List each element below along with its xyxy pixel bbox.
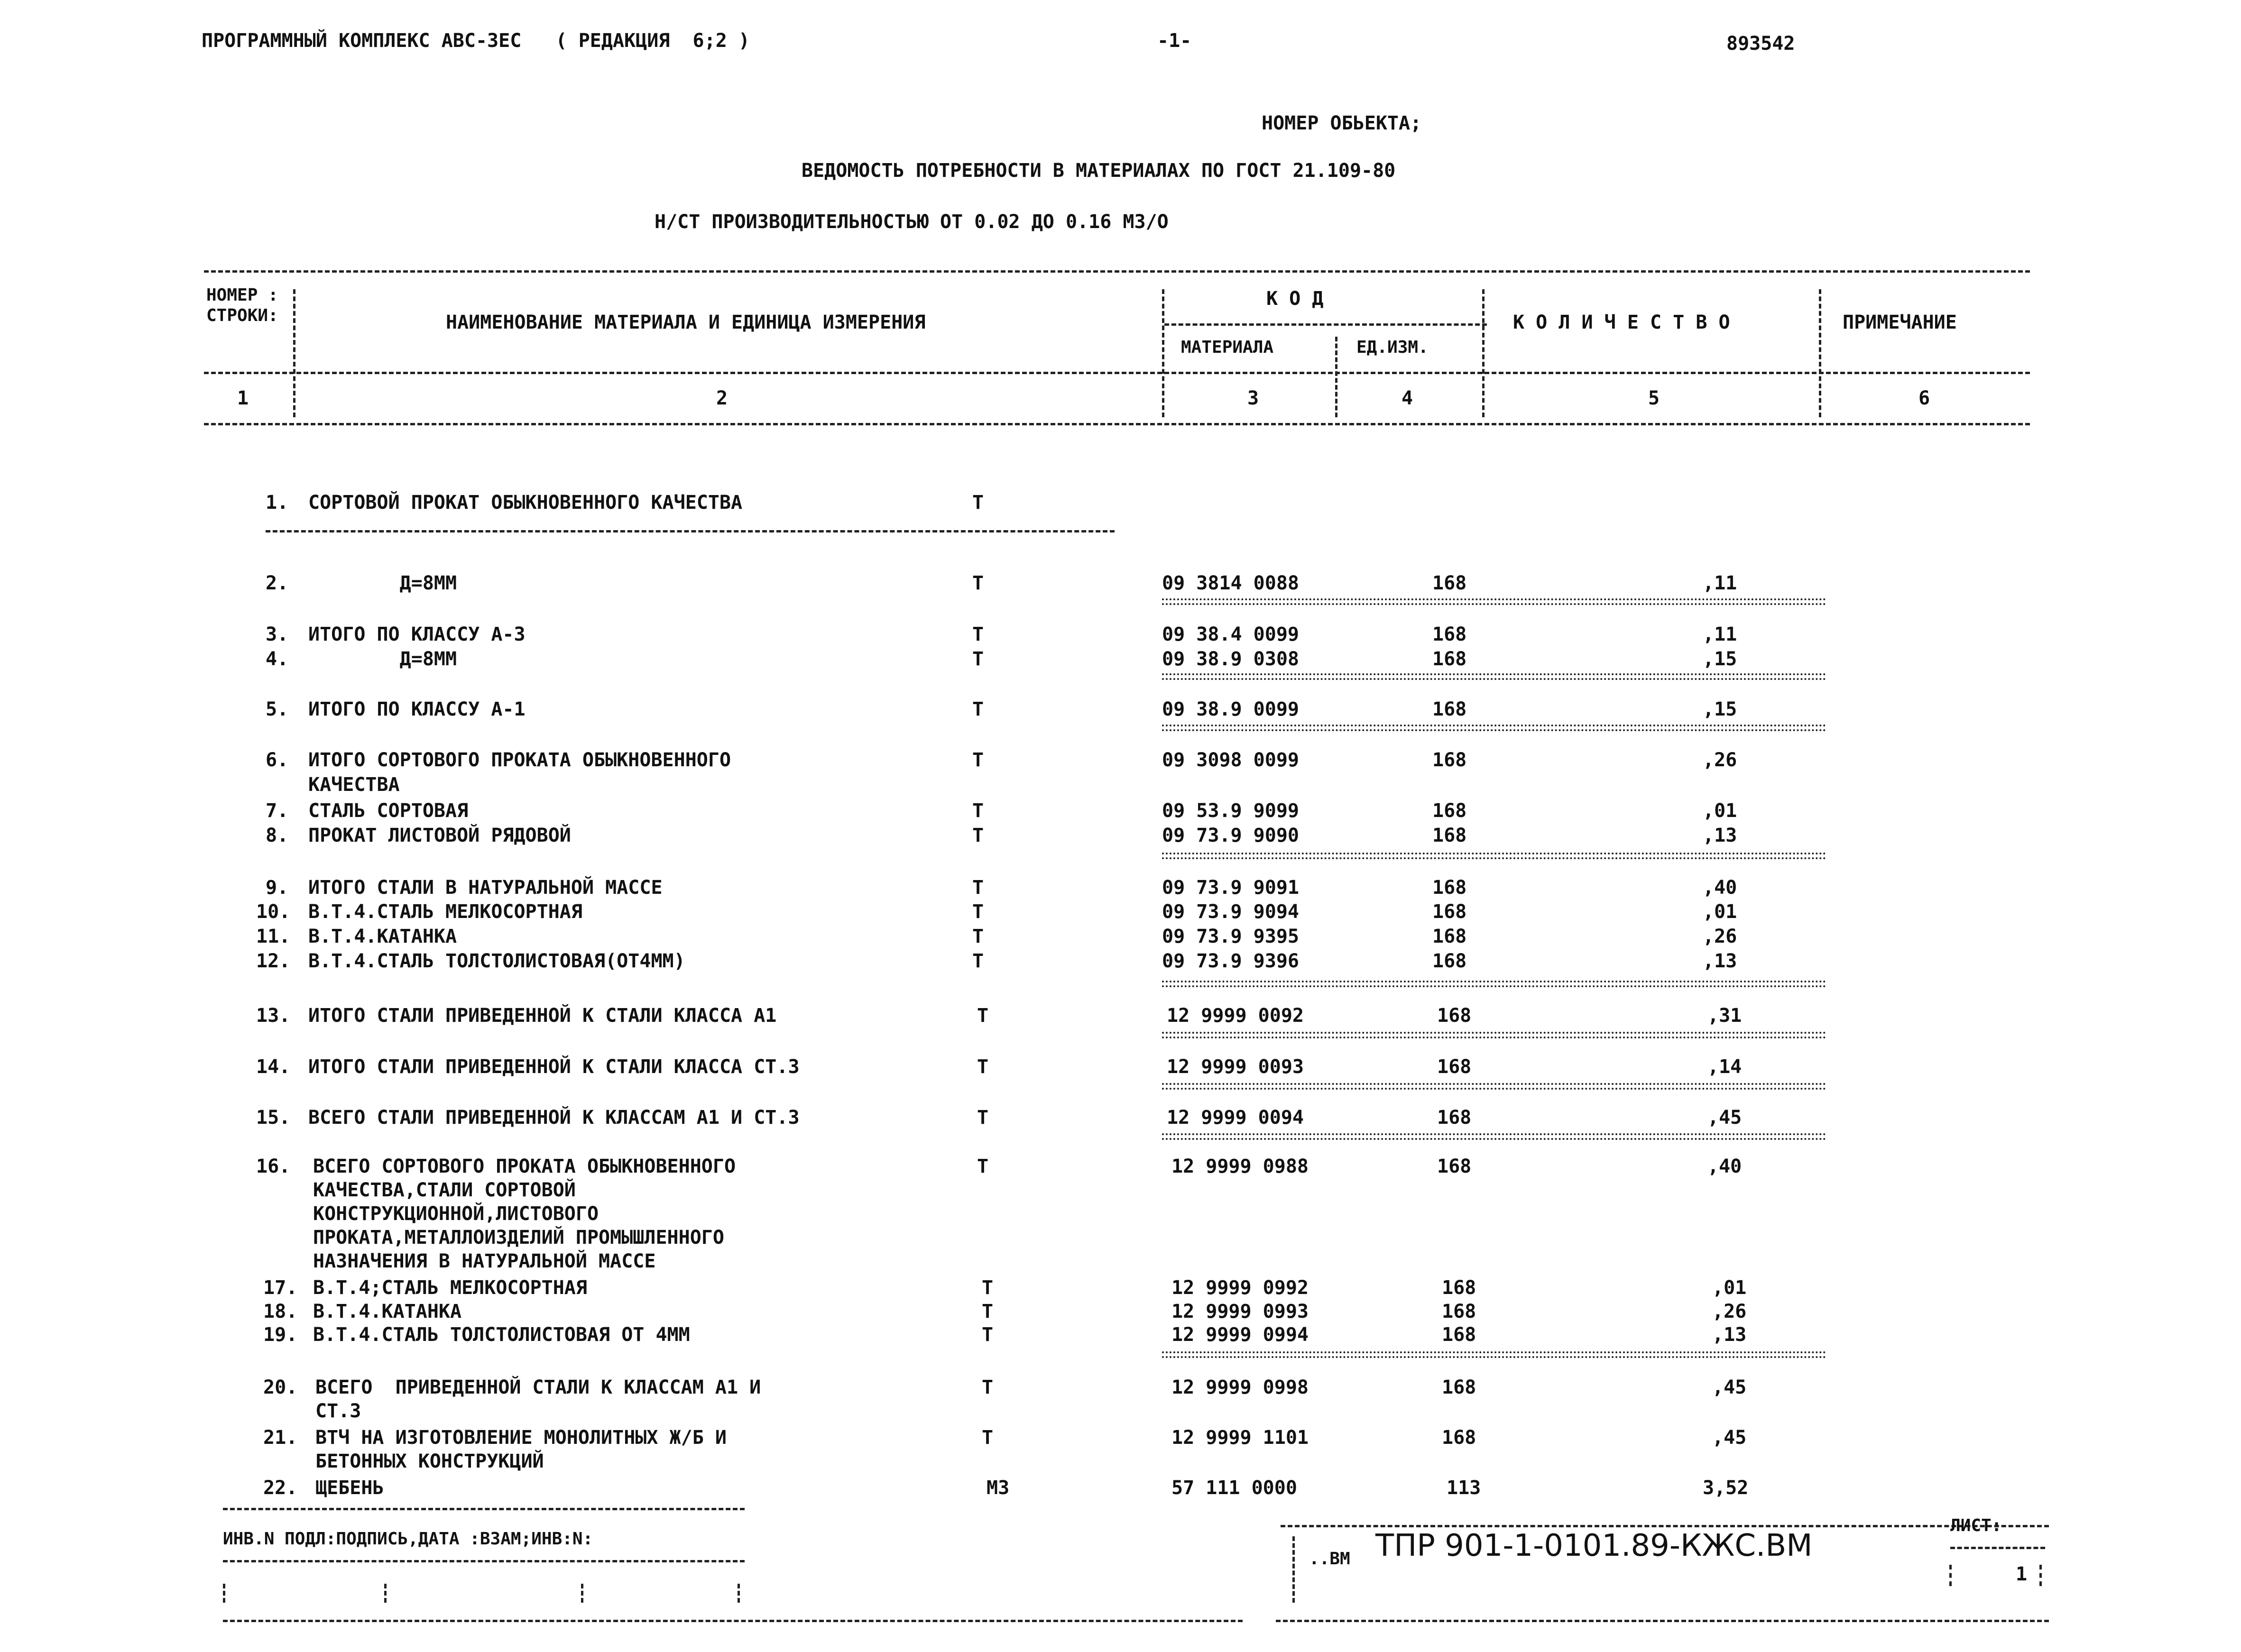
row-quantity: ,15 [1703, 698, 1737, 720]
column-number-1: 1 [237, 387, 249, 409]
row-material-name: В.Т.4.СТАЛЬ ТОЛСТОЛИСТОВАЯ(ОТ4ММ) [308, 950, 685, 972]
row-quantity: ,14 [1707, 1056, 1742, 1078]
row-unit-code: 168 [1432, 624, 1467, 645]
column-number-2: 2 [716, 387, 728, 409]
row-material-code: 09 73.9 9090 [1162, 825, 1299, 846]
row-unit-code: 168 [1432, 698, 1467, 720]
row-unit: Т [982, 1277, 994, 1299]
row-unit: Т [977, 1005, 989, 1027]
row-material-code: 12 9999 0094 [1167, 1107, 1304, 1129]
row-number: 16. [256, 1156, 291, 1177]
row-unit-code: 168 [1442, 1277, 1476, 1299]
row-unit-code: 168 [1432, 572, 1467, 594]
row-material-name: ИТОГО ПО КЛАССУ А-3 [308, 624, 526, 645]
row-number: 6. [266, 749, 289, 771]
row-number: 10. [256, 901, 291, 923]
row-material-code: 09 3814 0088 [1162, 572, 1299, 594]
row-quantity: ,45 [1712, 1427, 1747, 1449]
row-number: 2. [266, 572, 289, 594]
row-material-name: Д=8ММ [308, 572, 457, 594]
row-number: 21. [263, 1427, 298, 1449]
row-material-name: СТАЛЬ СОРТОВАЯ [308, 800, 469, 822]
row-quantity: ,40 [1707, 1156, 1742, 1177]
row-number: 11. [256, 926, 291, 947]
row-unit: Т [972, 901, 984, 923]
row-unit-code: 168 [1432, 749, 1467, 771]
row-material-code: 12 9999 0998 [1171, 1377, 1309, 1398]
row-material-code: 12 9999 0092 [1167, 1005, 1304, 1027]
header-row-number-1: НОМЕР : [206, 285, 278, 305]
sheet-label: ЛИСТ: [1950, 1516, 2002, 1535]
header-row-number-2: СТРОКИ: [206, 306, 278, 325]
column-number-4: 4 [1402, 387, 1413, 409]
row-material-name-cont: КАЧЕСТВА [308, 774, 400, 796]
row-quantity: ,15 [1703, 648, 1737, 670]
row-unit-code: 168 [1437, 1156, 1472, 1177]
row-material-code: 09 38.9 0308 [1162, 648, 1299, 670]
row-unit-code: 168 [1432, 877, 1467, 899]
row-material-name: ИТОГО ПО КЛАССУ А-1 [308, 698, 526, 720]
row-unit-code: 168 [1442, 1301, 1476, 1322]
row-material-code: 12 9999 0992 [1171, 1277, 1309, 1299]
row-material-name: СОРТОВОЙ ПРОКАТ ОБЫКНОВЕННОГО КАЧЕСТВА [308, 492, 743, 514]
row-material-name: В.Т.4;СТАЛЬ МЕЛКОСОРТНАЯ [313, 1277, 587, 1299]
row-material-code: 09 73.9 9091 [1162, 877, 1299, 899]
row-number: 19. [263, 1324, 298, 1346]
code-split-rule [1164, 323, 1487, 326]
row-unit: Т [982, 1427, 994, 1449]
row-material-name: ВТЧ НА ИЗГОТОВЛЕНИЕ МОНОЛИТНЫХ Ж/Б И [315, 1427, 727, 1449]
row-quantity: ,01 [1703, 800, 1737, 822]
row-unit: Т [972, 749, 984, 771]
statement-title: ВЕДОМОСТЬ ПОТРЕБНОСТИ В МАТЕРИАЛАХ ПО ГОСТ 21.109-80 [802, 160, 1396, 182]
row-quantity: ,26 [1703, 749, 1737, 771]
sheet-number: 1 [2016, 1563, 2028, 1585]
row-material-name: ВСЕГО СТАЛИ ПРИВЕДЕННОЙ К КЛАССАМ А1 И СТ.3 [308, 1107, 800, 1129]
row-number: 20. [263, 1377, 298, 1398]
row-material-code: 12 9999 0093 [1167, 1056, 1304, 1078]
row-material-name-cont: СТ.3 [315, 1400, 361, 1422]
column-number-6: 6 [1918, 387, 1930, 409]
row-quantity: ,13 [1712, 1324, 1747, 1346]
row-number: 22. [263, 1477, 298, 1499]
row-unit: Т [982, 1324, 994, 1346]
row-number: 15. [256, 1107, 291, 1129]
row-unit-code: 168 [1442, 1377, 1476, 1398]
row-quantity: ,45 [1707, 1107, 1742, 1129]
row-unit: Т [972, 926, 984, 947]
row-material-code: 57 111 0000 [1171, 1477, 1297, 1499]
stamp-fields: ИНВ.N ПОДЛ:ПОДПИСЬ,ДАТА :ВЗАМ;ИНВ:N: [223, 1529, 593, 1549]
row-material-name: ВСЕГО СОРТОВОГО ПРОКАТА ОБЫКНОВЕННОГО [313, 1156, 736, 1177]
row-unit: Т [972, 698, 984, 720]
row-material-name: В.Т.4.КАТАНКА [313, 1301, 462, 1322]
row-unit-code: 168 [1432, 926, 1467, 947]
row-number: 14. [256, 1056, 291, 1078]
row-unit: Т [972, 572, 984, 594]
row-unit: М3 [987, 1477, 1010, 1499]
header-material-name: НАИМЕНОВАНИЕ МАТЕРИАЛА И ЕДИНИЦА ИЗМЕРЕНИЯ [446, 312, 926, 333]
document-code: 893542 [1726, 33, 1795, 55]
statement-subtitle: Н/СТ ПРОИЗВОДИТЕЛЬНОСТЬЮ ОТ 0.02 ДО 0.16 М3/О [655, 211, 1169, 233]
row-unit: Т [982, 1377, 994, 1398]
row-material-code: 09 38.4 0099 [1162, 624, 1299, 645]
row-unit-code: 168 [1432, 648, 1467, 670]
row-unit: Т [977, 1056, 989, 1078]
row-unit: Т [972, 950, 984, 972]
row-unit: Т [972, 492, 984, 514]
row-unit: Т [972, 877, 984, 899]
row-unit-code: 168 [1432, 901, 1467, 923]
row-quantity: ,40 [1703, 877, 1737, 899]
row-material-name: ИТОГО СТАЛИ В НАТУРАЛЬНОЙ МАССЕ [308, 877, 663, 899]
row-quantity: ,13 [1703, 950, 1737, 972]
row-unit-code: 168 [1432, 950, 1467, 972]
row-unit: Т [977, 1156, 989, 1177]
header-top-rule [204, 270, 2030, 273]
row-number: 1. [266, 492, 289, 514]
row-material-name-cont: НАЗНАЧЕНИЯ В НАТУРАЛЬНОЙ МАССЕ [313, 1250, 656, 1272]
row-unit-code: 168 [1432, 825, 1467, 846]
row-material-name-cont: БЕТОННЫХ КОНСТРУКЦИЙ [315, 1450, 544, 1472]
row-number: 3. [266, 624, 289, 645]
header-quantity: К О Л И Ч Е С Т В О [1513, 312, 1730, 333]
row-material-code: 12 9999 0994 [1171, 1324, 1309, 1346]
row-material-name: ИТОГО СОРТОВОГО ПРОКАТА ОБЫКНОВЕННОГО [308, 749, 731, 771]
row-material-name: Д=8ММ [308, 648, 457, 670]
program-header: ПРОГРАММНЫЙ КОМПЛЕКС АВС-ЗЕС ( РЕДАКЦИЯ 6;2 ) [202, 30, 750, 52]
row-number: 4. [266, 648, 289, 670]
row-unit: Т [972, 825, 984, 846]
row-quantity: ,01 [1712, 1277, 1747, 1299]
row-material-name: В.Т.4.СТАЛЬ ТОЛСТОЛИСТОВАЯ ОТ 4ММ [313, 1324, 690, 1346]
row-material-name-cont: КОНСТРУКЦИОННОЙ,ЛИСТОВОГО [313, 1203, 599, 1225]
header-material-code: МАТЕРИАЛА [1181, 338, 1274, 357]
header-note: ПРИМЕЧАНИЕ [1843, 312, 1957, 333]
column-number-5: 5 [1648, 387, 1660, 409]
row-unit-code: 113 [1447, 1477, 1481, 1499]
header-mid-rule [204, 372, 2030, 374]
row-material-name: ИТОГО СТАЛИ ПРИВЕДЕННОЙ К СТАЛИ КЛАССА А1 [308, 1005, 777, 1027]
row-material-code: 09 73.9 9395 [1162, 926, 1299, 947]
row-quantity: ,13 [1703, 825, 1737, 846]
row-unit: Т [982, 1301, 994, 1322]
row-material-code: 09 38.9 0099 [1162, 698, 1299, 720]
row-material-code: 12 9999 1101 [1171, 1427, 1309, 1449]
row-number: 8. [266, 825, 289, 846]
handwritten-doc-code: ТПР 901-1-0101.89-КЖС.ВМ [1375, 1528, 1813, 1563]
row-unit: Т [972, 648, 984, 670]
row-material-name-cont: КАЧЕСТВА,СТАЛИ СОРТОВОЙ [313, 1179, 576, 1201]
row-number: 13. [256, 1005, 291, 1027]
row-number: 7. [266, 800, 289, 822]
doc-prefix: ..ВМ [1309, 1549, 1350, 1569]
row-unit-code: 168 [1437, 1107, 1472, 1129]
row-unit: Т [972, 624, 984, 645]
header-code: К О Д [1266, 288, 1324, 310]
header-bottom-rule [204, 423, 2030, 425]
row-material-name: ИТОГО СТАЛИ ПРИВЕДЕННОЙ К СТАЛИ КЛАССА СТ.3 [308, 1056, 800, 1078]
row-material-code: 09 73.9 9094 [1162, 901, 1299, 923]
row-unit-code: 168 [1442, 1427, 1476, 1449]
page-number: -1- [1157, 30, 1192, 52]
row-quantity: ,45 [1712, 1377, 1747, 1398]
row-material-code: 09 73.9 9396 [1162, 950, 1299, 972]
row-material-name: ВСЕГО ПРИВЕДЕННОЙ СТАЛИ К КЛАССАМ А1 И [315, 1377, 761, 1398]
row-quantity: ,01 [1703, 901, 1737, 923]
row-unit-code: 168 [1437, 1005, 1472, 1027]
header-unit-code: ЕД.ИЗМ. [1356, 338, 1429, 357]
row-material-code: 12 9999 0993 [1171, 1301, 1309, 1322]
row-material-name: ПРОКАТ ЛИСТОВОЙ РЯДОВОЙ [308, 825, 571, 846]
row-material-name: В.Т.4.КАТАНКА [308, 926, 457, 947]
row-unit-code: 168 [1437, 1056, 1472, 1078]
row-quantity: ,26 [1712, 1301, 1747, 1322]
row-material-code: 12 9999 0988 [1171, 1156, 1309, 1177]
row-unit-code: 168 [1432, 800, 1467, 822]
row-number: 9. [266, 877, 289, 899]
row-material-code: 09 3098 0099 [1162, 749, 1299, 771]
row-number: 18. [263, 1301, 298, 1322]
row-quantity: 3,52 [1703, 1477, 1749, 1499]
row-number: 12. [256, 950, 291, 972]
row-quantity: ,26 [1703, 926, 1737, 947]
row-quantity: ,11 [1703, 624, 1737, 645]
column-number-3: 3 [1247, 387, 1259, 409]
row-material-code: 09 53.9 9099 [1162, 800, 1299, 822]
row-quantity: ,31 [1707, 1005, 1742, 1027]
row-material-name: ЩЕБЕНЬ [315, 1477, 384, 1499]
row-number: 5. [266, 698, 289, 720]
object-number-title: НОМЕР ОБЬЕКТА; [1262, 112, 1422, 134]
row-material-name-cont: ПРОКАТА,МЕТАЛЛОИЗДЕЛИЙ ПРОМЫШЛЕННОГО [313, 1227, 724, 1248]
row-unit: Т [977, 1107, 989, 1129]
row-unit-code: 168 [1442, 1324, 1476, 1346]
row-quantity: ,11 [1703, 572, 1737, 594]
row-unit: Т [972, 800, 984, 822]
row-material-name: В.Т.4.СТАЛЬ МЕЛКОСОРТНАЯ [308, 901, 582, 923]
row-number: 17. [263, 1277, 298, 1299]
